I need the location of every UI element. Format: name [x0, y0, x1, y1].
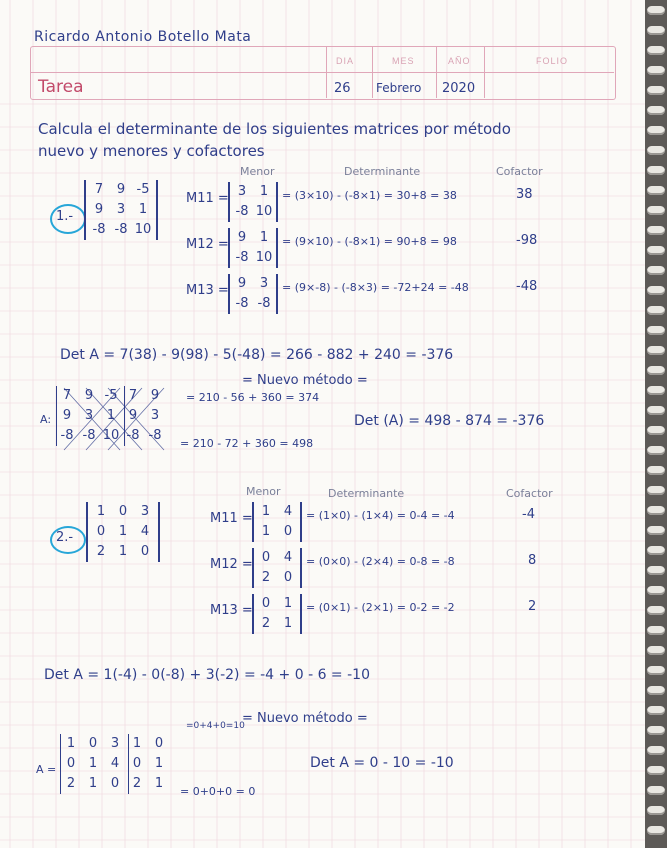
p2-augmented-matrix [60, 734, 170, 794]
matrix-cell: 0 [283, 524, 293, 539]
matrix-cell: 9 [94, 202, 104, 217]
spiral-binding [645, 0, 667, 848]
spiral-coil [647, 466, 665, 475]
matrix-cell: 0 [140, 544, 150, 559]
menor-header-2: Menor [246, 485, 281, 498]
matrix-cell: 3 [116, 202, 126, 217]
spiral-coil [647, 706, 665, 715]
date-day: 26 [334, 81, 351, 96]
matrix-cell: 9 [84, 388, 94, 403]
page-title: Tarea [38, 77, 84, 97]
matrix-cell: 1 [66, 736, 76, 751]
matrix-cell: 1 [154, 776, 164, 791]
matrix-row [231, 248, 275, 268]
spiral-coil [647, 486, 665, 495]
matrix-cell: 1 [132, 736, 142, 751]
spiral-coil [647, 606, 665, 615]
p1-new-method-title: = Nuevo método = [242, 373, 368, 388]
spiral-coil [647, 746, 665, 755]
matrix-row [255, 522, 299, 542]
spiral-coil [647, 6, 665, 15]
matrix-cell: 7 [128, 388, 138, 403]
p2-new-method-title: = Nuevo método = [242, 711, 368, 726]
matrix-cell: 2 [132, 776, 142, 791]
p1-m13-determinant: = (9×-8) - (-8×3) = -72+24 = -48 [282, 281, 469, 294]
matrix-cell: -8 [257, 296, 271, 311]
p1-m12-determinant: = (9×10) - (-8×1) = 90+8 = 98 [282, 235, 457, 248]
matrix-row [56, 386, 166, 406]
matrix-cell: -5 [104, 388, 118, 403]
matrix-row [231, 202, 275, 222]
p1-m11-cofactor: 38 [516, 187, 533, 202]
spiral-coil [647, 686, 665, 695]
matrix-cell: -8 [60, 428, 74, 443]
matrix-cell: -8 [126, 428, 140, 443]
p2-det-expansion: Det A = 1(-4) - 0(-8) + 3(-2) = -4 + 0 - 6 = -10 [44, 667, 370, 683]
spiral-coil [647, 566, 665, 575]
matrix-cell: 1 [154, 756, 164, 771]
matrix-cell: 10 [134, 222, 152, 237]
date-year: 2020 [442, 81, 476, 96]
matrix-cell: -8 [148, 428, 162, 443]
spiral-coil [647, 346, 665, 355]
spiral-coil [647, 546, 665, 555]
matrix-cell: 1 [283, 616, 293, 631]
p1-m11-determinant: = (3×10) - (-8×1) = 30+8 = 38 [282, 189, 457, 202]
problem-1-number: 1.- [56, 209, 74, 224]
matrix-cell: 10 [102, 428, 120, 443]
p2-aug-mid-bar [128, 734, 129, 794]
matrix-row [60, 734, 170, 754]
matrix-cell: 9 [237, 276, 247, 291]
spiral-coil [647, 406, 665, 415]
matrix-cell: 0 [66, 756, 76, 771]
matrix-row [231, 182, 275, 202]
p2-det-new: Det A = 0 - 10 = -10 [310, 755, 454, 771]
folio-label: FOLIO [536, 56, 569, 66]
matrix-cell: 1 [138, 202, 148, 217]
matrix-row [255, 614, 299, 634]
matrix-row [231, 274, 275, 294]
matrix-cell: 4 [110, 756, 120, 771]
p1-m12-cofactor: -98 [516, 233, 538, 248]
matrix-cell: 4 [283, 504, 293, 519]
p1-aug-label: A: [40, 413, 52, 426]
p1-augmented-matrix [56, 386, 166, 446]
matrix-row [255, 548, 299, 568]
matrix-cell: 9 [62, 408, 72, 423]
spiral-coil [647, 206, 665, 215]
matrix-cell: 1 [106, 408, 116, 423]
matrix-cell: 9 [237, 230, 247, 245]
matrix-cell: 4 [283, 550, 293, 565]
p2-m13-determinant: = (0×1) - (2×1) = 0-2 = -2 [306, 601, 455, 614]
spiral-coil [647, 26, 665, 35]
matrix-cell: -8 [235, 296, 249, 311]
p2-m13-label: M13 = [210, 603, 253, 618]
matrix-row [90, 542, 156, 562]
matrix-cell: 10 [255, 204, 273, 219]
p1-det-expansion: Det A = 7(38) - 9(98) - 5(-48) = 266 - 882 + 240 = -376 [60, 347, 454, 363]
matrix-cell: 10 [255, 250, 273, 265]
matrix-cell: 1 [259, 230, 269, 245]
matrix-cell: 1 [88, 756, 98, 771]
determinante-header-2: Determinante [328, 487, 405, 500]
matrix-row [60, 774, 170, 794]
p2-m12-matrix [252, 548, 302, 588]
matrix-cell: 9 [128, 408, 138, 423]
cofactor-header-2: Cofactor [506, 487, 553, 500]
matrix-cell: -8 [92, 222, 106, 237]
spiral-coil [647, 626, 665, 635]
p2-m11-determinant: = (1×0) - (1×4) = 0-4 = -4 [306, 509, 455, 522]
spiral-coil [647, 326, 665, 335]
p2-m13-cofactor: 2 [528, 599, 537, 614]
problem-2-number: 2.- [56, 530, 74, 545]
spiral-coil [647, 426, 665, 435]
p1-aug-mid-bar [124, 386, 125, 446]
matrix-cell: 1 [96, 504, 106, 519]
spiral-coil [647, 766, 665, 775]
matrix-row [60, 754, 170, 774]
problem-1-matrix [84, 180, 158, 240]
matrix-row [56, 426, 166, 446]
determinante-header-1: Determinante [344, 165, 421, 178]
matrix-cell: 0 [88, 736, 98, 751]
matrix-row [90, 522, 156, 542]
spiral-coil [647, 186, 665, 195]
spiral-coil [647, 306, 665, 315]
matrix-cell: 0 [132, 756, 142, 771]
matrix-row [255, 502, 299, 522]
matrix-cell: 9 [150, 388, 160, 403]
matrix-cell: -5 [136, 182, 150, 197]
matrix-cell: 0 [118, 504, 128, 519]
matrix-cell: 1 [261, 524, 271, 539]
matrix-cell: -8 [235, 204, 249, 219]
p2-bottom-sum: = 0+0+0 = 0 [180, 785, 256, 798]
matrix-cell: 2 [261, 616, 271, 631]
matrix-cell: -8 [114, 222, 128, 237]
spiral-coil [647, 826, 665, 835]
student-name: Ricardo Antonio Botello Mata [34, 29, 252, 45]
matrix-cell: 1 [259, 184, 269, 199]
p1-m13-cofactor: -48 [516, 279, 538, 294]
ano-label: AÑO [448, 56, 471, 66]
spiral-coil [647, 586, 665, 595]
spiral-coil [647, 666, 665, 675]
matrix-row [231, 228, 275, 248]
spiral-coil [647, 66, 665, 75]
matrix-cell: 0 [154, 736, 164, 751]
spiral-coil [647, 126, 665, 135]
matrix-cell: 3 [84, 408, 94, 423]
spiral-coil [647, 506, 665, 515]
matrix-cell: 3 [150, 408, 160, 423]
matrix-cell: 0 [96, 524, 106, 539]
matrix-row [56, 406, 166, 426]
p2-m12-label: M12 = [210, 557, 253, 572]
spiral-coil [647, 226, 665, 235]
matrix-cell: 3 [140, 504, 150, 519]
p1-det-new: Det (A) = 498 - 874 = -376 [354, 413, 545, 429]
spiral-coil [647, 386, 665, 395]
matrix-cell: 1 [118, 544, 128, 559]
spiral-coil [647, 806, 665, 815]
p2-top-sum: =0+4+0=10 [186, 721, 245, 731]
p2-m12-cofactor: 8 [528, 553, 537, 568]
spiral-coil [647, 166, 665, 175]
matrix-row [88, 220, 154, 240]
matrix-row [90, 502, 156, 522]
instructions-line-2: nuevo y menores y cofactores [38, 142, 265, 160]
matrix-cell: 2 [96, 544, 106, 559]
matrix-row [88, 200, 154, 220]
matrix-cell: 1 [118, 524, 128, 539]
p1-m13-matrix [228, 274, 278, 314]
p1-m13-label: M13 = [186, 283, 229, 298]
spiral-coil [647, 786, 665, 795]
matrix-row [255, 568, 299, 588]
matrix-cell: 7 [94, 182, 104, 197]
matrix-cell: 2 [261, 570, 271, 585]
matrix-cell: 2 [66, 776, 76, 791]
spiral-coil [647, 646, 665, 655]
matrix-cell: 7 [62, 388, 72, 403]
matrix-cell: 0 [110, 776, 120, 791]
matrix-cell: 1 [283, 596, 293, 611]
matrix-cell: 4 [140, 524, 150, 539]
spiral-coil [647, 106, 665, 115]
matrix-cell: 3 [259, 276, 269, 291]
spiral-coil [647, 366, 665, 375]
spiral-coil [647, 526, 665, 535]
p1-sum-top: = 210 - 56 + 360 = 374 [186, 391, 320, 404]
spiral-coil [647, 46, 665, 55]
p2-m13-matrix [252, 594, 302, 634]
matrix-cell: 1 [261, 504, 271, 519]
matrix-cell: 3 [237, 184, 247, 199]
matrix-row [255, 594, 299, 614]
header-divider [30, 72, 614, 73]
p1-m12-matrix [228, 228, 278, 268]
mes-label: MES [392, 56, 415, 66]
spiral-coil [647, 266, 665, 275]
dia-label: DIA [336, 56, 355, 66]
p2-m12-determinant: = (0×0) - (2×4) = 0-8 = -8 [306, 555, 455, 568]
matrix-cell: 1 [88, 776, 98, 791]
matrix-cell: -8 [235, 250, 249, 265]
spiral-coil [647, 286, 665, 295]
p1-sum-bottom: = 210 - 72 + 360 = 498 [180, 437, 314, 450]
spiral-coil [647, 86, 665, 95]
spiral-coil [647, 446, 665, 455]
instructions-line-1: Calcula el determinante de los siguientes matrices por método [38, 120, 511, 138]
matrix-cell: 0 [261, 596, 271, 611]
menor-header-1: Menor [240, 165, 275, 178]
matrix-cell: 9 [116, 182, 126, 197]
spiral-coil [647, 246, 665, 255]
p2-aug-label: A = [36, 763, 57, 776]
p2-m11-label: M11 = [210, 511, 253, 526]
p1-m11-label: M11 = [186, 191, 229, 206]
p2-m11-matrix [252, 502, 302, 542]
matrix-cell: -8 [82, 428, 96, 443]
p2-m11-cofactor: -4 [522, 507, 535, 522]
matrix-cell: 0 [261, 550, 271, 565]
p1-m12-label: M12 = [186, 237, 229, 252]
spiral-coil [647, 726, 665, 735]
spiral-coil [647, 146, 665, 155]
date-month: Febrero [376, 81, 422, 95]
matrix-cell: 0 [283, 570, 293, 585]
p1-m11-matrix [228, 182, 278, 222]
matrix-row [88, 180, 154, 200]
matrix-cell: 3 [110, 736, 120, 751]
p1-aug-left-bar [56, 386, 57, 446]
problem-2-matrix [86, 502, 160, 562]
matrix-row [231, 294, 275, 314]
p2-aug-left-bar [60, 734, 61, 794]
cofactor-header-1: Cofactor [496, 165, 543, 178]
